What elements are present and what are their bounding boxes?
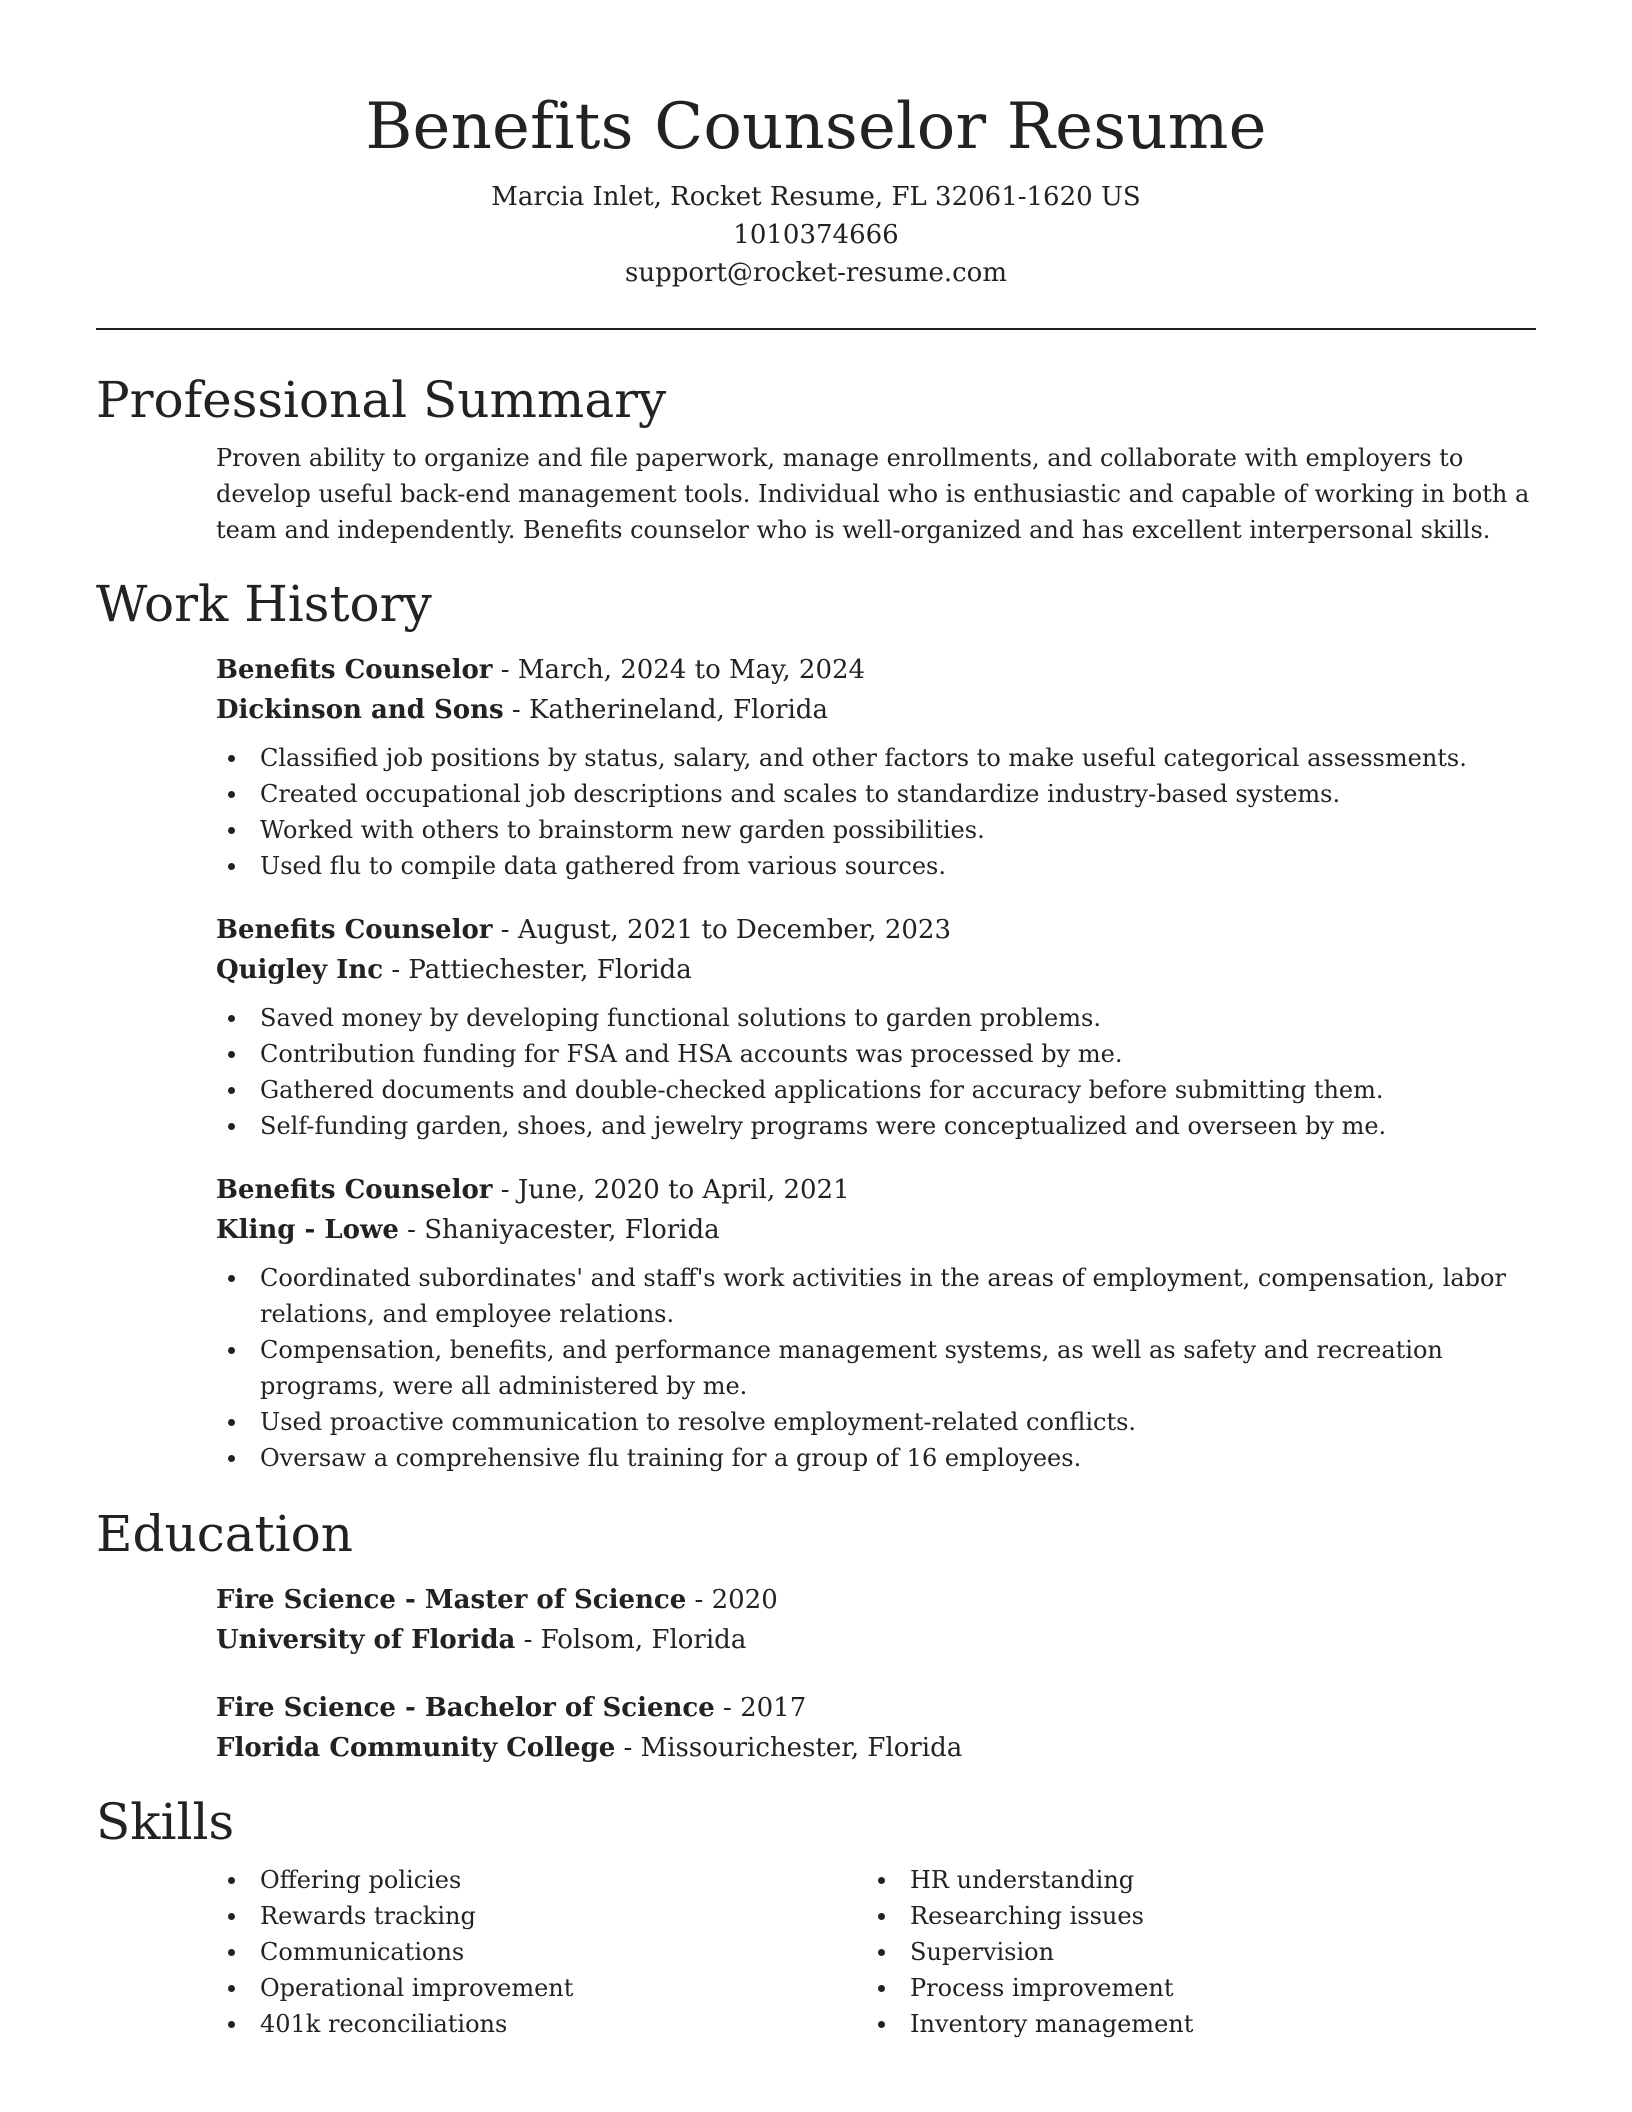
work-history-section bbox=[216, 650, 1536, 1476]
list-item: Rewards tracking bbox=[216, 1898, 840, 1934]
contact-address: Marcia Inlet, Rocket Resume, FL 32061-1620 US bbox=[491, 182, 1141, 212]
school-name: University of Florida bbox=[216, 1625, 516, 1655]
school-name: Florida Community College bbox=[216, 1733, 616, 1763]
list-item: Compensation, benefits, and performance management systems, as well as safety and recreation programs, were all administered by me. bbox=[216, 1332, 1540, 1404]
header-divider bbox=[96, 328, 1536, 330]
list-item: Communications bbox=[216, 1934, 840, 1970]
list-item: Operational improvement bbox=[216, 1970, 840, 2006]
skills-column-right bbox=[866, 1862, 1516, 2042]
contact-email: support@rocket-resume.com bbox=[624, 258, 1007, 288]
list-item: Coordinated subordinates' and staff's work activities in the areas of employment, compensation, labor relations, and employee relations. bbox=[216, 1260, 1540, 1332]
job-duties bbox=[216, 1000, 1536, 1144]
skills-columns bbox=[216, 1862, 1536, 2042]
job-dates: - August, 2021 to December, 2023 bbox=[492, 915, 951, 945]
list-item: Researching issues bbox=[866, 1898, 1490, 1934]
job-title-line bbox=[216, 650, 1536, 690]
list-item: Used proactive communication to resolve employment-related conflicts. bbox=[216, 1404, 1540, 1440]
list-item: Offering policies bbox=[216, 1862, 840, 1898]
job-title-line bbox=[216, 1170, 1536, 1210]
list-item: Self-funding garden, shoes, and jewelry programs were conceptualized and overseen by me. bbox=[216, 1108, 1540, 1144]
job-dates: - March, 2024 to May, 2024 bbox=[492, 655, 866, 685]
degree-year: - 2020 bbox=[686, 1585, 778, 1615]
job-location: - Shaniyacester, Florida bbox=[398, 1215, 720, 1245]
school-location: - Missourichester, Florida bbox=[615, 1733, 963, 1763]
job-company: Dickinson and Sons bbox=[216, 695, 504, 725]
skills-column-left bbox=[216, 1862, 866, 2042]
degree-year: - 2017 bbox=[714, 1693, 807, 1723]
list-item: Gathered documents and double-checked applications for accuracy before submitting them. bbox=[216, 1072, 1540, 1108]
list-item: Used flu to compile data gathered from various sources. bbox=[216, 848, 1540, 884]
list-item: Oversaw a comprehensive flu training for a group of 16 employees. bbox=[216, 1440, 1540, 1476]
summary-section bbox=[216, 440, 1536, 548]
list-item: Saved money by developing functional solutions to garden problems. bbox=[216, 1000, 1540, 1036]
skills-list bbox=[866, 1862, 1516, 2042]
job-position: Benefits Counselor bbox=[216, 915, 493, 945]
resume-page bbox=[96, 0, 1536, 2042]
school-line bbox=[216, 1728, 1536, 1768]
resume-title: Benefits Counselor Resume bbox=[365, 90, 1267, 164]
list-item: Classified job positions by status, salary, and other factors to make useful categorical assessments. bbox=[216, 740, 1540, 776]
job-company-line bbox=[216, 690, 1536, 730]
list-item: Inventory management bbox=[866, 2006, 1490, 2042]
contact-info bbox=[96, 178, 1536, 292]
job-company-line bbox=[216, 950, 1536, 990]
list-item: 401k reconciliations bbox=[216, 2006, 840, 2042]
skills-heading: Skills bbox=[96, 1793, 235, 1851]
work-history-heading: Work History bbox=[96, 575, 432, 633]
summary-heading: Professional Summary bbox=[96, 371, 667, 429]
education-heading: Education bbox=[96, 1505, 353, 1563]
job-position: Benefits Counselor bbox=[216, 655, 493, 685]
job-entry bbox=[216, 1170, 1536, 1476]
job-company: Kling - Lowe bbox=[216, 1215, 399, 1245]
job-location: - Katherineland, Florida bbox=[503, 695, 828, 725]
list-item: HR understanding bbox=[866, 1862, 1490, 1898]
skills-list bbox=[216, 1862, 866, 2042]
school-location: - Folsom, Florida bbox=[515, 1625, 747, 1655]
list-item: Process improvement bbox=[866, 1970, 1490, 2006]
job-company-line bbox=[216, 1210, 1536, 1250]
contact-phone: 1010374666 bbox=[733, 220, 899, 250]
list-item: Contribution funding for FSA and HSA accounts was processed by me. bbox=[216, 1036, 1540, 1072]
school-line bbox=[216, 1620, 1536, 1660]
list-item: Worked with others to brainstorm new garden possibilities. bbox=[216, 812, 1540, 848]
job-dates: - June, 2020 to April, 2021 bbox=[492, 1175, 850, 1205]
degree-name: Fire Science - Master of Science bbox=[216, 1585, 687, 1615]
job-position: Benefits Counselor bbox=[216, 1175, 493, 1205]
degree-line bbox=[216, 1688, 1536, 1728]
job-company: Quigley Inc bbox=[216, 955, 384, 985]
skills-section bbox=[216, 1862, 1536, 2042]
job-title-line bbox=[216, 910, 1536, 950]
job-duties bbox=[216, 1260, 1536, 1476]
degree-line bbox=[216, 1580, 1536, 1620]
resume-header bbox=[96, 0, 1536, 292]
job-location: - Pattiechester, Florida bbox=[383, 955, 692, 985]
job-entry bbox=[216, 650, 1536, 884]
job-duties bbox=[216, 740, 1536, 884]
degree-name: Fire Science - Bachelor of Science bbox=[216, 1693, 715, 1723]
list-item: Created occupational job descriptions and scales to standardize industry-based systems. bbox=[216, 776, 1540, 812]
education-entry bbox=[216, 1580, 1536, 1660]
education-section bbox=[216, 1580, 1536, 1768]
list-item: Supervision bbox=[866, 1934, 1490, 1970]
summary-text: Proven ability to organize and file paperwork, manage enrollments, and collaborate with employers to develop useful back-end management tools. Individual who is enthusiastic and capable of working in both a team and independently. Benefits counselor who is well-organized and has excellent interpersonal skills. bbox=[216, 444, 1530, 544]
job-entry bbox=[216, 910, 1536, 1144]
education-entry bbox=[216, 1688, 1536, 1768]
